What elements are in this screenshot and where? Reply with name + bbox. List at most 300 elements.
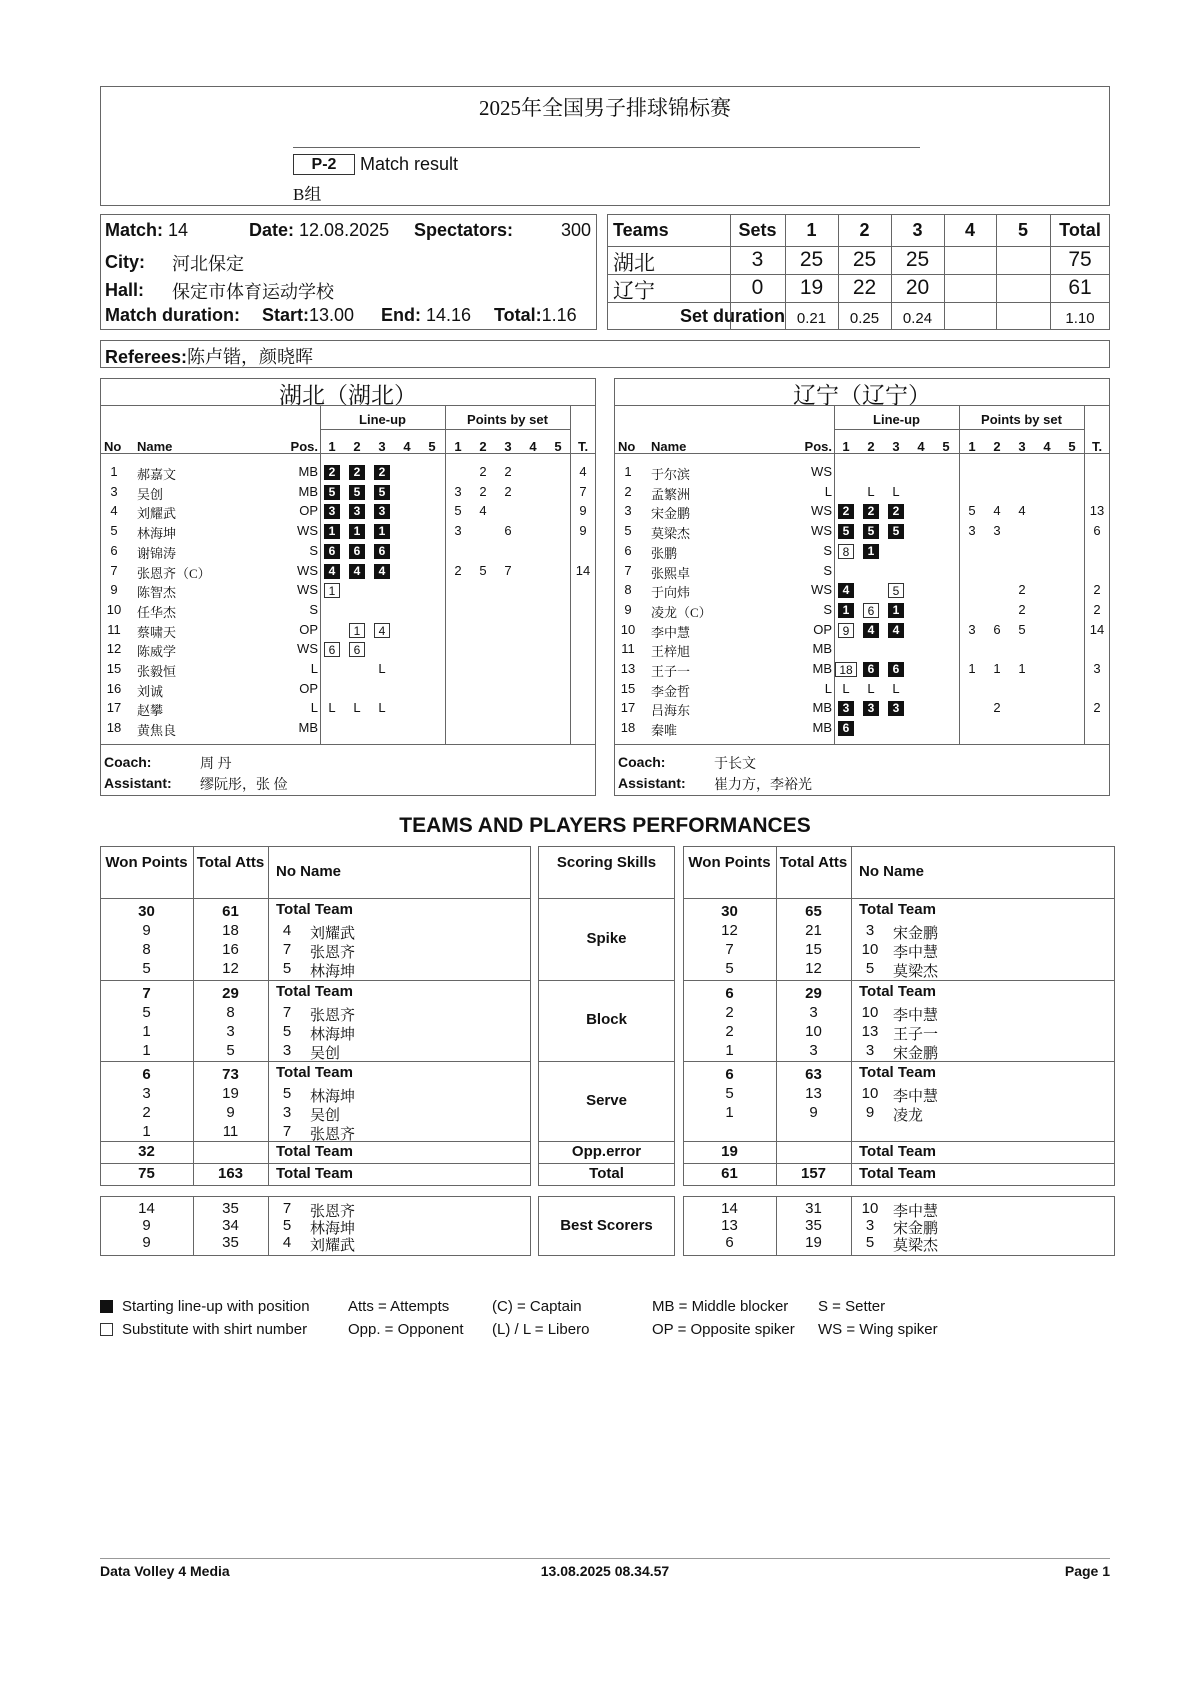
assistant-label: Assistant: xyxy=(618,775,686,791)
won-points: 5 xyxy=(142,960,151,977)
player-number: 10 xyxy=(106,601,122,617)
won-points: 75 xyxy=(138,1165,155,1182)
won-points: 6 xyxy=(725,1066,734,1083)
player-number: 5 xyxy=(624,523,632,539)
won-points: 14 xyxy=(721,1200,738,1217)
set-duration-total: 1.10 xyxy=(1065,310,1095,327)
player-shirt-number: 10 xyxy=(861,941,879,958)
player-position: L xyxy=(824,680,832,696)
player-position: L xyxy=(310,661,318,676)
score-header: 1 xyxy=(806,220,817,240)
legend-starting-swatch xyxy=(100,1300,113,1313)
substitute-number-box: 8 xyxy=(838,544,854,559)
perf-row-line xyxy=(683,1141,1115,1142)
won-points: 7 xyxy=(725,941,734,958)
player-number: 8 xyxy=(624,582,632,598)
player-position: WS xyxy=(811,464,832,479)
player-number: 17 xyxy=(106,700,122,716)
total-atts: 13 xyxy=(805,1085,822,1102)
hall-label: Hall: xyxy=(105,280,145,300)
libero-mark: L xyxy=(867,680,875,696)
score-team-name: 辽宁 xyxy=(613,279,655,303)
won-points: 1 xyxy=(725,1042,734,1059)
score-set-points: 19 xyxy=(799,276,824,299)
player-number: 6 xyxy=(110,542,118,558)
total-atts-header: Total Atts xyxy=(779,854,848,871)
total-team-label: Total Team xyxy=(276,1165,353,1182)
player-number: 13 xyxy=(620,661,636,676)
won-points: 2 xyxy=(725,1004,734,1021)
starting-position-box: 4 xyxy=(888,623,904,638)
player-total-points: 13 xyxy=(1089,503,1105,519)
total-atts: 12 xyxy=(805,960,822,977)
scoring-skill-name: Spike xyxy=(586,929,627,947)
score-header: 2 xyxy=(859,220,870,240)
player-number: 2 xyxy=(624,483,632,499)
legend-op: OP = Opposite spiker xyxy=(652,1321,795,1338)
player-name: 莫梁杰 xyxy=(893,1238,939,1254)
player-shirt-number: 5 xyxy=(865,1234,875,1251)
won-points: 12 xyxy=(721,922,738,939)
total-team-label: Total Team xyxy=(276,901,353,918)
competition-title: 2025年全国男子排球锦标赛 xyxy=(479,96,731,120)
player-total-points: 2 xyxy=(1093,700,1101,716)
player-position: OP xyxy=(299,621,318,637)
won-points: 9 xyxy=(142,922,151,939)
legend-captain: (C) = Captain xyxy=(492,1298,582,1315)
won-points: 5 xyxy=(725,960,734,977)
set-points: 2 xyxy=(479,464,487,479)
libero-mark: L xyxy=(892,680,900,696)
total-atts: 3 xyxy=(809,1004,818,1021)
total-atts: 10 xyxy=(805,1023,822,1040)
player-position: WS xyxy=(811,523,832,539)
starting-position-box: 6 xyxy=(324,544,340,559)
set-points: 1 xyxy=(1018,661,1026,676)
team-col-line xyxy=(959,405,960,744)
player-name: 莫梁杰 xyxy=(893,964,939,980)
player-position: WS xyxy=(297,641,318,657)
starting-position-box: 1 xyxy=(324,524,340,539)
player-name: 李中慧 xyxy=(893,945,939,961)
set-points: 4 xyxy=(993,503,1001,519)
player-shirt-number: 5 xyxy=(282,1085,292,1102)
footer-rule xyxy=(100,1558,1110,1559)
player-shirt-number: 5 xyxy=(282,960,292,977)
player-position: MB xyxy=(812,661,832,676)
match-date: Date: 12.08.2025 xyxy=(249,220,390,240)
player-position: WS xyxy=(297,582,318,598)
player-name: 刘耀武 xyxy=(137,506,177,522)
player-shirt-number: 3 xyxy=(282,1042,292,1059)
player-position: WS xyxy=(811,503,832,519)
player-name: 任华杰 xyxy=(137,604,177,620)
assistant-names: 崔力方，李裕光 xyxy=(714,778,812,793)
starting-position-box: 4 xyxy=(324,564,340,579)
set-points: 3 xyxy=(968,523,976,539)
player-name: 宋金鹏 xyxy=(893,1221,939,1237)
title-underline xyxy=(293,147,920,148)
player-name: 宋金鹏 xyxy=(893,1046,939,1062)
total-atts: 35 xyxy=(805,1217,822,1234)
footer-page: Page 1 xyxy=(1064,1563,1110,1579)
total-atts: 12 xyxy=(222,960,239,977)
player-number: 15 xyxy=(620,680,636,696)
starting-position-box: 2 xyxy=(863,504,879,519)
player-total-points: 2 xyxy=(1093,582,1101,598)
perf-row-line xyxy=(538,980,675,981)
player-shirt-number: 10 xyxy=(861,1200,879,1217)
perf-row-line xyxy=(683,898,1115,899)
doc-title: Match result xyxy=(360,154,459,174)
player-position: OP xyxy=(299,680,318,696)
set-points: 1 xyxy=(993,661,1001,676)
name-header: Name xyxy=(651,439,687,454)
scoring-skill-name: Total xyxy=(589,1165,624,1182)
score-team-name: 湖北 xyxy=(613,251,655,275)
player-position: MB xyxy=(298,720,318,736)
city-label: City: xyxy=(105,252,145,272)
lineup-set-number: 1 xyxy=(328,439,336,454)
player-position: MB xyxy=(298,483,318,499)
score-sets: 0 xyxy=(751,276,764,299)
score-row-line xyxy=(607,246,1110,247)
starting-position-box: 2 xyxy=(888,504,904,519)
set-points: 3 xyxy=(968,621,976,637)
player-position: MB xyxy=(812,720,832,736)
total-atts: 34 xyxy=(222,1217,239,1234)
total-atts: 19 xyxy=(222,1085,239,1102)
player-name: 刘耀武 xyxy=(310,1238,356,1254)
match-start: Start:13.00 xyxy=(262,305,355,325)
points-by-set-header: Points by set xyxy=(467,412,548,427)
legend-s: S = Setter xyxy=(818,1298,886,1315)
libero-mark: L xyxy=(378,661,386,676)
scoring-skill-name: Opp.error xyxy=(571,1143,642,1160)
player-name: 王子一 xyxy=(893,1027,939,1043)
player-number: 1 xyxy=(624,464,632,479)
starting-position-box: 3 xyxy=(374,504,390,519)
match-end: End: 14.16 xyxy=(381,305,472,325)
starting-position-box: 3 xyxy=(838,701,854,716)
total-atts-header: Total Atts xyxy=(196,854,265,871)
total-atts: 157 xyxy=(800,1165,827,1182)
total-atts: 21 xyxy=(805,922,822,939)
won-points: 7 xyxy=(142,985,151,1002)
team-header-rule xyxy=(614,453,1110,454)
score-header: Teams xyxy=(613,220,669,240)
total-atts: 29 xyxy=(805,985,822,1002)
won-points: 1 xyxy=(142,1023,151,1040)
perf-row-line xyxy=(683,1163,1115,1164)
starting-position-box: 5 xyxy=(888,524,904,539)
city-value: 河北保定 xyxy=(172,254,244,274)
coach-label: Coach: xyxy=(104,754,152,770)
t-header: T. xyxy=(1091,439,1103,454)
legend-starting: Starting line-up with position xyxy=(122,1298,310,1315)
set-points: 2 xyxy=(454,562,462,578)
player-name: 蔡啸天 xyxy=(137,624,177,640)
perf-row-line xyxy=(538,898,675,899)
libero-mark: L xyxy=(328,700,336,716)
won-points: 6 xyxy=(725,985,734,1002)
player-number: 9 xyxy=(110,582,118,598)
score-row-line xyxy=(607,302,1110,303)
won-points: 30 xyxy=(721,903,738,920)
team-title-rule xyxy=(100,405,596,406)
perf-row-line xyxy=(538,1141,675,1142)
team-col-line xyxy=(1084,405,1085,744)
won-points: 6 xyxy=(142,1066,151,1083)
player-number: 15 xyxy=(106,661,122,676)
starting-position-box: 6 xyxy=(888,662,904,677)
starting-position-box: 4 xyxy=(349,564,365,579)
libero-mark: L xyxy=(892,483,900,499)
total-atts: 29 xyxy=(222,985,239,1002)
set-points: 2 xyxy=(993,700,1001,716)
won-points: 1 xyxy=(142,1123,151,1140)
substitute-number-box: 6 xyxy=(324,642,340,657)
player-shirt-number: 7 xyxy=(282,1200,292,1217)
player-number: 11 xyxy=(621,641,635,657)
score-total: 61 xyxy=(1068,276,1092,299)
set-points: 5 xyxy=(454,503,462,519)
won-points: 2 xyxy=(142,1104,151,1121)
spectators-value: 300 xyxy=(560,220,591,240)
doc-code: P-2 xyxy=(293,154,355,175)
coach-name: 周 丹 xyxy=(200,757,232,772)
substitute-number-box: 6 xyxy=(863,603,879,618)
total-atts: 9 xyxy=(226,1104,235,1121)
lineup-set-number: 4 xyxy=(403,439,411,454)
player-number: 18 xyxy=(106,720,122,736)
player-name: 于向炜 xyxy=(651,585,691,601)
hall-value: 保定市体育运动学校 xyxy=(172,282,334,302)
starting-position-box: 2 xyxy=(324,465,340,480)
legend-libero: (L) / L = Libero xyxy=(492,1321,590,1338)
won-points: 61 xyxy=(721,1165,738,1182)
substitute-number-box: 1 xyxy=(324,583,340,598)
player-number: 5 xyxy=(110,523,118,539)
player-position: S xyxy=(823,562,832,578)
spectators-label: Spectators: xyxy=(414,220,514,240)
substitute-number-box: 9 xyxy=(838,623,854,638)
player-shirt-number: 9 xyxy=(865,1104,875,1121)
lineup-set-number: 3 xyxy=(378,439,386,454)
score-row-line xyxy=(607,274,1110,275)
won-points: 30 xyxy=(138,903,155,920)
player-shirt-number: 5 xyxy=(865,960,875,977)
won-points-header: Won Points xyxy=(105,854,188,871)
total-team-label: Total Team xyxy=(859,983,936,1000)
pos-header: Pos. xyxy=(290,439,318,454)
won-points: 9 xyxy=(142,1217,151,1234)
player-position: WS xyxy=(297,523,318,539)
points-set-number: 5 xyxy=(1068,439,1076,454)
substitute-number-box: 1 xyxy=(349,623,365,638)
lineup-header: Line-up xyxy=(359,412,406,427)
team-col-line xyxy=(320,405,321,744)
perf-col-line xyxy=(851,1196,852,1256)
lineup-set-number: 5 xyxy=(942,439,950,454)
total-atts: 11 xyxy=(222,1123,239,1140)
won-points: 13 xyxy=(721,1217,738,1234)
starting-position-box: 4 xyxy=(863,623,879,638)
score-set-points: 25 xyxy=(852,248,877,271)
set-points: 3 xyxy=(454,523,462,539)
player-name: 莫梁杰 xyxy=(651,526,691,542)
starting-position-box: 3 xyxy=(863,701,879,716)
lineup-header: Line-up xyxy=(873,412,920,427)
set-points: 2 xyxy=(1018,601,1026,617)
lineup-set-number: 4 xyxy=(917,439,925,454)
substitute-number-box: 5 xyxy=(888,583,904,598)
player-name: 凌龙 xyxy=(893,1108,924,1124)
total-team-label: Total Team xyxy=(859,1165,936,1182)
won-points: 3 xyxy=(142,1085,151,1102)
player-total-points: 14 xyxy=(575,562,591,578)
player-number: 1 xyxy=(110,464,118,479)
total-atts: 18 xyxy=(222,922,239,939)
team-header-rule xyxy=(100,453,596,454)
total-team-label: Total Team xyxy=(276,1064,353,1081)
won-points: 8 xyxy=(142,941,151,958)
points-set-number: 5 xyxy=(554,439,562,454)
player-number: 4 xyxy=(110,503,118,519)
player-total-points: 7 xyxy=(579,483,587,499)
legend-substitute-swatch xyxy=(100,1323,113,1336)
player-name: 于尔滨 xyxy=(651,467,691,482)
won-points: 1 xyxy=(142,1042,151,1059)
coach-name: 于长文 xyxy=(714,757,756,772)
player-number: 16 xyxy=(106,680,122,696)
set-points: 3 xyxy=(454,483,462,499)
score-header: 5 xyxy=(1017,220,1028,240)
player-name: 李中慧 xyxy=(893,1089,939,1105)
points-set-number: 1 xyxy=(454,439,462,454)
starting-position-box: 5 xyxy=(838,524,854,539)
total-atts: 65 xyxy=(805,903,822,920)
set-points: 1 xyxy=(968,661,976,676)
player-number: 17 xyxy=(620,700,636,716)
player-name: 林海坤 xyxy=(310,1027,356,1043)
player-number: 7 xyxy=(624,562,632,578)
total-atts: 163 xyxy=(217,1165,244,1182)
set-duration: 0.24 xyxy=(902,310,933,327)
total-atts: 15 xyxy=(805,941,822,958)
player-name: 黄焦良 xyxy=(137,723,177,739)
total-atts: 5 xyxy=(226,1042,235,1059)
total-atts: 63 xyxy=(805,1066,822,1083)
player-name: 宋金鹏 xyxy=(651,506,691,522)
player-name: 赵攀 xyxy=(137,703,164,719)
points-set-number: 3 xyxy=(1018,439,1026,454)
player-name: 吴创 xyxy=(310,1108,341,1124)
no-name-header: No Name xyxy=(276,863,342,880)
lineup-set-number: 5 xyxy=(428,439,436,454)
score-header: Sets xyxy=(738,220,777,240)
points-set-number: 4 xyxy=(529,439,537,454)
set-points: 6 xyxy=(504,523,512,539)
player-shirt-number: 4 xyxy=(282,922,292,939)
player-total-points: 9 xyxy=(579,503,587,519)
player-name: 张恩齐 xyxy=(310,1127,356,1143)
set-duration-label: Set duration xyxy=(679,306,785,326)
player-number: 7 xyxy=(110,562,118,578)
starting-position-box: 1 xyxy=(349,524,365,539)
starting-position-box: 5 xyxy=(863,524,879,539)
player-total-points: 2 xyxy=(1093,601,1101,617)
team-title: 湖北（湖北） xyxy=(279,383,417,408)
player-number: 9 xyxy=(624,601,632,617)
perf-row-line xyxy=(100,1163,531,1164)
player-name: 李中慧 xyxy=(893,1204,939,1220)
legend-opp: Opp. = Opponent xyxy=(348,1321,464,1338)
player-total-points: 6 xyxy=(1093,523,1101,539)
substitute-number-box: 4 xyxy=(374,623,390,638)
player-position: S xyxy=(823,542,832,558)
player-name: 宋金鹏 xyxy=(893,926,939,942)
starting-position-box: 3 xyxy=(324,504,340,519)
player-shirt-number: 7 xyxy=(282,1123,292,1140)
set-points: 5 xyxy=(968,503,976,519)
set-points: 2 xyxy=(1018,582,1026,598)
player-total-points: 4 xyxy=(579,464,587,479)
player-name: 吴创 xyxy=(310,1046,341,1062)
score-total: 75 xyxy=(1068,248,1092,271)
player-name: 张恩齐 xyxy=(310,1008,356,1024)
scoring-skill-name: Block xyxy=(586,1011,627,1028)
player-shirt-number: 10 xyxy=(861,1085,879,1102)
won-points: 9 xyxy=(142,1234,151,1251)
player-name: 刘诚 xyxy=(137,683,164,699)
libero-mark: L xyxy=(867,483,875,499)
player-number: 10 xyxy=(620,621,636,637)
player-shirt-number: 4 xyxy=(282,1234,292,1251)
points-set-number: 4 xyxy=(1043,439,1051,454)
player-name: 孟繁洲 xyxy=(651,486,691,502)
player-position: WS xyxy=(811,582,832,598)
substitute-number-box: 18 xyxy=(835,662,857,677)
starting-position-box: 1 xyxy=(838,603,854,618)
player-total-points: 3 xyxy=(1093,661,1101,676)
set-duration: 0.25 xyxy=(849,310,880,327)
scoring-skill-name: Serve xyxy=(586,1091,627,1109)
player-number: 3 xyxy=(110,483,118,499)
total-atts: 3 xyxy=(809,1042,818,1059)
starting-position-box: 3 xyxy=(888,701,904,716)
team-col-line xyxy=(834,405,835,744)
set-points: 4 xyxy=(479,503,487,519)
team-col-line xyxy=(445,405,446,744)
referees: Referees:陈卢锴，颜晓晖 xyxy=(105,347,314,367)
set-points: 3 xyxy=(993,523,1001,539)
player-position: OP xyxy=(813,621,832,637)
set-points: 5 xyxy=(479,562,487,578)
player-name: 李中慧 xyxy=(651,624,691,640)
player-name: 刘耀武 xyxy=(310,926,356,942)
player-shirt-number: 7 xyxy=(282,941,292,958)
score-header: Total xyxy=(1059,220,1101,240)
player-position: L xyxy=(824,483,832,499)
team-title: 辽宁（辽宁） xyxy=(793,383,931,408)
player-name: 陈智杰 xyxy=(137,585,177,601)
best-scorers-label: Best Scorers xyxy=(560,1217,653,1234)
no-header: No xyxy=(104,439,122,454)
player-name: 王梓旭 xyxy=(651,644,691,660)
group-label: B组 xyxy=(293,185,322,204)
won-points: 1 xyxy=(725,1104,734,1121)
